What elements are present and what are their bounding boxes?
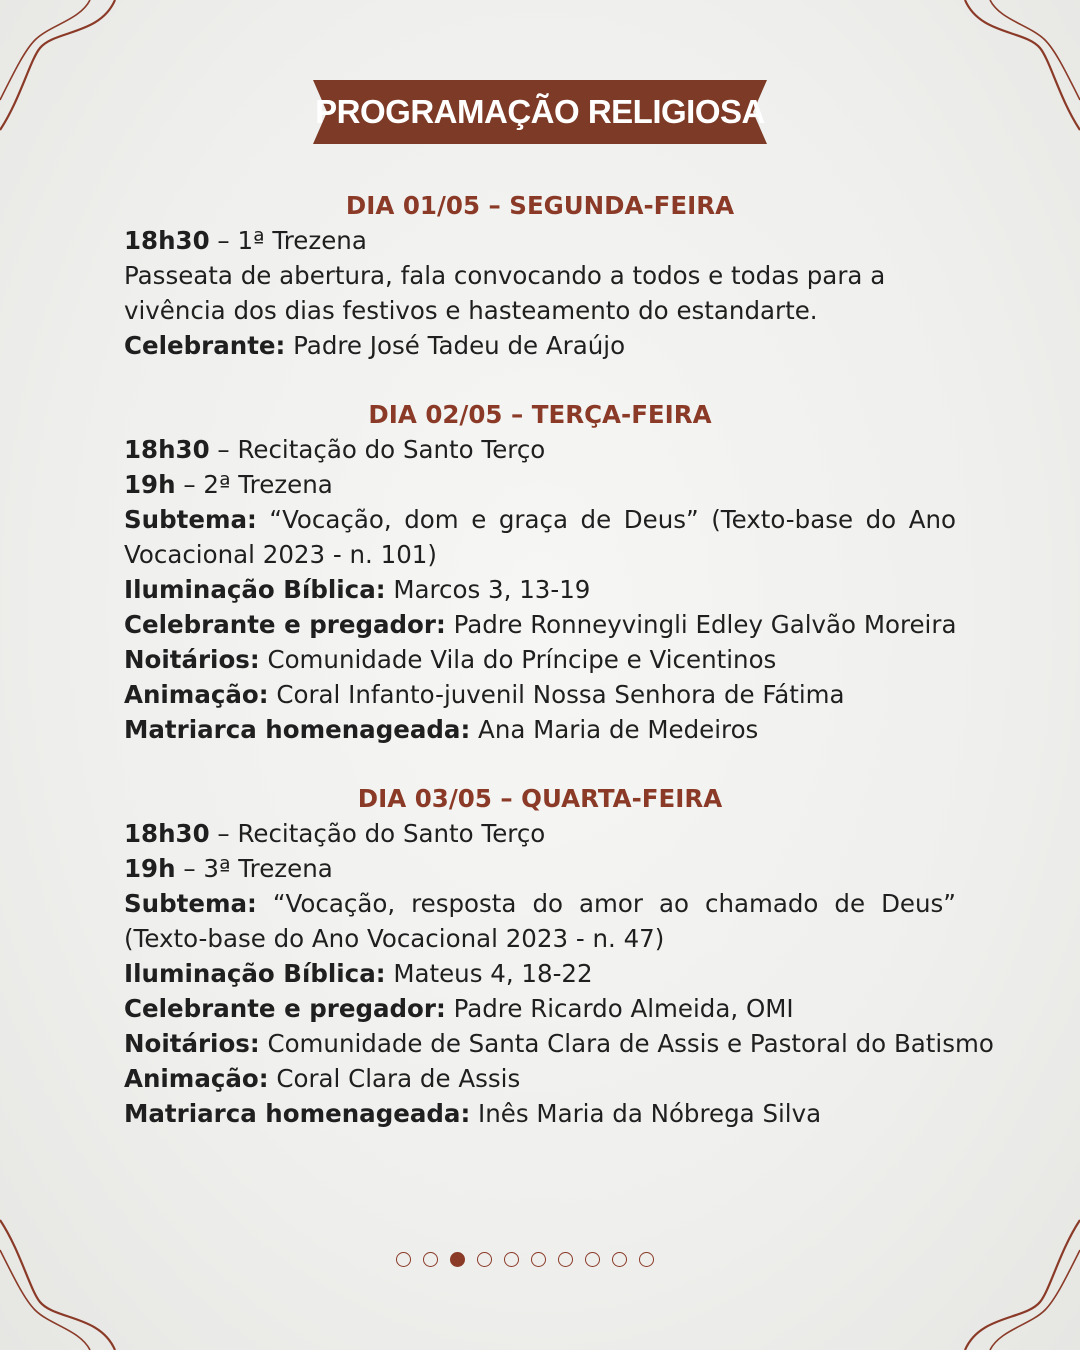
- subtema-line: [124, 886, 956, 956]
- time-label: 18h30: [124, 226, 210, 255]
- field-value: Padre Ronneyvingli Edley Galvão Moreira: [445, 610, 957, 639]
- field-value: Comunidade de Santa Clara de Assis e Pastoral do Batismo: [259, 1029, 994, 1058]
- time-label: 19h: [124, 854, 176, 883]
- title-banner: [313, 80, 767, 144]
- pagination-dot[interactable]: [423, 1252, 438, 1267]
- noitarios-line: [124, 642, 956, 677]
- schedule-line: [124, 432, 956, 467]
- noitarios-line: [124, 1026, 994, 1061]
- schedule-line: [124, 467, 956, 502]
- field-label: Matriarca homenageada:: [124, 1099, 471, 1128]
- field-label: Celebrante e pregador:: [124, 994, 446, 1023]
- pagination-dot-active[interactable]: [450, 1252, 465, 1267]
- day-title: DIA 02/05 – TERÇA-FEIRA: [368, 400, 712, 429]
- time-label: 18h30: [124, 819, 210, 848]
- page-title: PROGRAMAÇÃO RELIGIOSA: [315, 93, 765, 130]
- schedule-content: [124, 188, 994, 1165]
- field-label: Subtema:: [124, 889, 257, 918]
- subtema-line: [124, 502, 956, 572]
- celebrante-line: [124, 991, 956, 1026]
- celebrante-line: [124, 607, 956, 642]
- day-title: DIA 03/05 – QUARTA-FEIRA: [357, 784, 723, 813]
- matriarca-line: [124, 1096, 956, 1131]
- pagination-dot[interactable]: [558, 1252, 573, 1267]
- field-label: Noitários:: [124, 645, 260, 674]
- field-value: “Vocação, resposta do amor ao chamado de Deus” (Texto-base do Ano Vocacional 2023 - n. 47): [124, 889, 956, 953]
- animacao-line: [124, 677, 956, 712]
- field-label: Iluminação Bíblica:: [124, 575, 386, 604]
- carousel-pagination: [396, 1252, 654, 1267]
- schedule-item: – Recitação do Santo Terço: [209, 435, 546, 464]
- field-value: Padre José Tadeu de Araújo: [285, 331, 626, 360]
- celebrante-line: [124, 328, 956, 363]
- field-label: Animação:: [124, 680, 269, 709]
- field-value: “Vocação, dom e graça de Deus” (Texto-base do Ano Vocacional 2023 - n. 101): [124, 505, 956, 569]
- field-label: Matriarca homenageada:: [124, 715, 471, 744]
- field-value: Ana Maria de Medeiros: [470, 715, 759, 744]
- field-label: Subtema:: [124, 505, 257, 534]
- field-value: Mateus 4, 18-22: [385, 959, 593, 988]
- animacao-line: [124, 1061, 956, 1096]
- schedule-line: [124, 816, 956, 851]
- iluminacao-line: [124, 956, 956, 991]
- field-value: Marcos 3, 13-19: [385, 575, 591, 604]
- pagination-dot[interactable]: [477, 1252, 492, 1267]
- pagination-dot[interactable]: [396, 1252, 411, 1267]
- iluminacao-line: [124, 572, 956, 607]
- pagination-dot[interactable]: [612, 1252, 627, 1267]
- field-value: Inês Maria da Nóbrega Silva: [470, 1099, 822, 1128]
- pagination-dot[interactable]: [639, 1252, 654, 1267]
- field-value: Padre Ricardo Almeida, OMI: [445, 994, 794, 1023]
- field-label: Iluminação Bíblica:: [124, 959, 386, 988]
- field-value: Coral Infanto-juvenil Nossa Senhora de Fátima: [268, 680, 845, 709]
- day-section-1: [124, 188, 956, 363]
- corner-ornament-bottom-right: [880, 1150, 1080, 1350]
- day-description: Passeata de abertura, fala convocando a todos e todas para a vivência dos dias festivos e hasteamento do estandarte.: [124, 261, 886, 325]
- day-title: DIA 01/05 – SEGUNDA-FEIRA: [345, 191, 735, 220]
- schedule-item: – Recitação do Santo Terço: [209, 819, 546, 848]
- pagination-dot[interactable]: [504, 1252, 519, 1267]
- corner-ornament-top-left: [0, 0, 200, 200]
- schedule-line: [124, 851, 956, 886]
- field-label: Celebrante:: [124, 331, 286, 360]
- field-value: Coral Clara de Assis: [268, 1064, 521, 1093]
- field-label: Celebrante e pregador:: [124, 610, 446, 639]
- corner-ornament-bottom-left: [0, 1150, 200, 1350]
- day-section-3: [124, 781, 994, 1131]
- field-value: Comunidade Vila do Príncipe e Vicentinos: [259, 645, 777, 674]
- schedule-item: – 2ª Trezena: [175, 470, 333, 499]
- time-label: 18h30: [124, 435, 210, 464]
- pagination-dot[interactable]: [531, 1252, 546, 1267]
- pagination-dot[interactable]: [585, 1252, 600, 1267]
- schedule-item: – 1ª Trezena: [209, 226, 367, 255]
- schedule-item: – 3ª Trezena: [175, 854, 333, 883]
- corner-ornament-top-right: [880, 0, 1080, 200]
- schedule-line: [124, 223, 956, 258]
- matriarca-line: [124, 712, 956, 747]
- day-section-2: [124, 397, 956, 747]
- time-label: 19h: [124, 470, 176, 499]
- field-label: Noitários:: [124, 1029, 260, 1058]
- field-label: Animação:: [124, 1064, 269, 1093]
